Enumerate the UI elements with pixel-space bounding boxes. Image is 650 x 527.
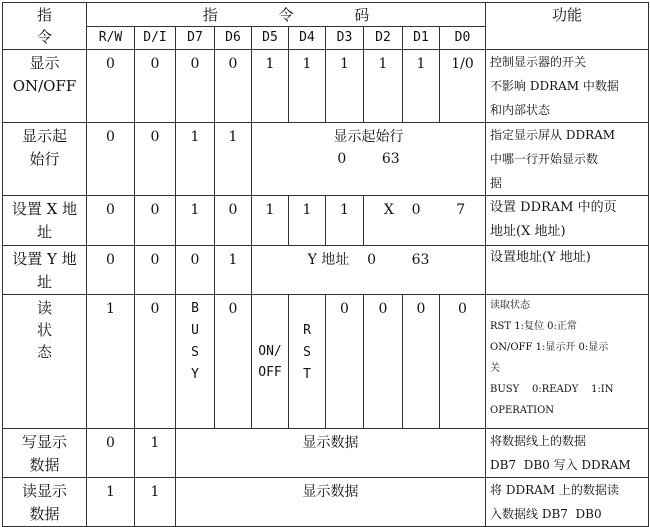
bit-cell: 0 [403, 295, 440, 429]
bit-cell: 1 [289, 50, 326, 123]
function-line: 将数据线上的数据 [490, 434, 587, 448]
name-read-data-line1: 读显示 [21, 482, 67, 500]
bit-cell: 0 [87, 196, 135, 246]
bit-cell: 0 [135, 123, 176, 196]
bit-cell: 0 [87, 50, 135, 123]
onoff-line2: OFF [258, 365, 282, 380]
bit-cell: 1 [176, 196, 215, 246]
merged-y-address-cell [252, 246, 486, 295]
name-read-data [3, 478, 87, 527]
function-line: 不影响 DDRAM 中数据 [490, 79, 619, 93]
merged-x-address-cell [364, 196, 486, 246]
header-code-char-2: 令 [278, 5, 294, 24]
bit-cell: 1 [252, 50, 289, 123]
merged-start-line-label: 显示起始行 [333, 129, 404, 145]
row-set-y [3, 246, 649, 295]
bit-cell: 1 [326, 196, 364, 246]
name-display-onoff-line2: ON/OFF [12, 77, 77, 95]
function-line: 和内部状态 [490, 103, 551, 117]
range-from: 0 [411, 202, 421, 218]
name-set-y-line1: 设置 Y 地 [12, 250, 77, 268]
header-bit-d1: D1 [403, 27, 440, 50]
bit-cell: 0 [87, 429, 135, 478]
function-line: 入数据线 DB7 DB0 [490, 507, 602, 521]
range-from: 0 [367, 252, 376, 268]
bit-cell: 1 [176, 123, 215, 196]
header-instruction-line1: 指 [36, 6, 52, 24]
merged-read-data-cell: 显示数据 [176, 478, 486, 527]
busy-bit-cell [176, 295, 215, 429]
header-bit-d3: D3 [326, 27, 364, 50]
bit-cell: 0 [326, 295, 364, 429]
header-function-cell [486, 3, 649, 50]
rst-bit-cell [289, 295, 326, 429]
rst-char: R [303, 323, 311, 338]
function-line: DB7 DB0 写入 DDRAM [490, 458, 631, 472]
name-display-onoff-line1: 显示 [29, 54, 60, 72]
busy-char: U [191, 323, 199, 338]
bit-cell: 0 [87, 123, 135, 196]
bit-cell: 1 [87, 478, 135, 527]
name-set-x-line1: 设置 X 地 [11, 200, 78, 218]
range-to: 63 [381, 151, 400, 167]
rst-char: T [303, 367, 311, 382]
function-read-status [486, 295, 649, 429]
bit-cell: 1 [135, 429, 176, 478]
bit-cell: 1 [289, 196, 326, 246]
name-char: 读 [36, 299, 52, 317]
bit-cell: 0 [215, 196, 252, 246]
function-set-x [486, 196, 649, 246]
name-write-data-line1: 写显示 [21, 433, 67, 451]
bit-cell: 1 [135, 478, 176, 527]
function-display-onoff [486, 50, 649, 123]
name-start-line-line2: 始行 [29, 150, 60, 168]
bit-cell: 1 [326, 50, 364, 123]
header-bit-d0: D0 [440, 27, 486, 50]
bit-cell: 1 [87, 295, 135, 429]
function-line: RST 1:复位 0:正常 [490, 321, 577, 332]
function-line: OPERATION [490, 405, 555, 416]
bit-cell: 1 [403, 50, 440, 123]
start-line-range [252, 148, 485, 170]
header-bit-d7: D7 [176, 27, 215, 50]
bit-cell: 0 [364, 295, 403, 429]
onoff-bit-cell [252, 295, 289, 429]
function-read-data [486, 478, 649, 527]
row-read-status [3, 295, 649, 429]
header-bit-rw: R/W [87, 27, 135, 50]
header-bit-d5: D5 [252, 27, 289, 50]
function-line: 设置地址(Y 地址) [490, 250, 591, 265]
name-start-line [3, 123, 87, 196]
name-set-x [3, 196, 87, 246]
function-line: 指定显示屏从 DDRAM [490, 128, 616, 142]
header-bit-d6: D6 [215, 27, 252, 50]
header-code-char-3: 码 [354, 5, 370, 24]
header-function-label: 功能 [552, 6, 583, 24]
row-display-onoff [3, 50, 649, 123]
busy-char: Y [191, 367, 199, 382]
function-start-line [486, 123, 649, 196]
name-char: 状 [36, 321, 52, 339]
name-set-y [3, 246, 87, 295]
name-write-data [3, 429, 87, 478]
header-code-char-1: 指 [202, 5, 218, 24]
y-address-label: Y 地址 [307, 252, 350, 268]
range-to: 63 [411, 252, 430, 268]
bit-cell: 1 [215, 246, 252, 295]
name-display-onoff [3, 50, 87, 123]
header-code-title [87, 3, 486, 27]
name-set-x-line2: 址 [36, 223, 52, 241]
busy-char: S [191, 345, 199, 360]
busy-char: B [191, 301, 199, 316]
name-set-y-line2: 址 [36, 273, 52, 291]
bit-cell: 0 [176, 50, 215, 123]
name-read-status [3, 295, 87, 429]
name-read-data-line2: 数据 [29, 505, 60, 523]
header-instruction-cell [3, 3, 87, 50]
bit-cell: 1 [364, 50, 403, 123]
header-row-1 [3, 3, 649, 27]
function-line: 地址(X 地址) [490, 224, 566, 239]
function-line: BUSY 0:READY 1:IN [490, 384, 614, 395]
lcd-instruction-table [2, 2, 649, 527]
header-bit-di: D/I [135, 27, 176, 50]
bit-cell: 0 [215, 295, 252, 429]
function-line: 设置 DDRAM 中的页 [490, 200, 617, 215]
bit-cell: 0 [135, 295, 176, 429]
row-set-x [3, 196, 649, 246]
function-line: 控制显示器的开关 [490, 55, 587, 69]
name-write-data-line2: 数据 [29, 456, 60, 474]
name-start-line-line1: 显示起 [21, 127, 67, 145]
onoff-line1: ON/ [258, 344, 282, 359]
bit-cell: 0 [176, 246, 215, 295]
bit-cell: 0 [135, 50, 176, 123]
merged-start-line-cell [252, 123, 486, 196]
function-line: 将 DDRAM 上的数据读 [490, 483, 619, 497]
x-address-label: X [383, 202, 394, 218]
header-instruction-line2: 令 [36, 28, 52, 46]
rst-char: S [303, 345, 311, 360]
bit-cell: 1 [252, 196, 289, 246]
row-start-line [3, 123, 649, 196]
bit-cell: 0 [440, 295, 486, 429]
row-read-data [3, 478, 649, 527]
bit-cell: 0 [215, 50, 252, 123]
row-write-data [3, 429, 649, 478]
bit-cell: 1/0 [440, 50, 486, 123]
function-line: 关 [490, 363, 501, 374]
merged-write-data-cell: 显示数据 [176, 429, 486, 478]
function-set-y [486, 246, 649, 295]
bit-cell: 0 [135, 196, 176, 246]
function-line: 据 [490, 176, 503, 190]
bit-cell: 0 [135, 246, 176, 295]
header-bit-d2: D2 [364, 27, 403, 50]
bit-cell: 1 [215, 123, 252, 196]
bit-cell: 0 [87, 246, 135, 295]
header-bit-d4: D4 [289, 27, 326, 50]
function-line: 中哪一行开始显示数 [490, 152, 599, 166]
function-line: ON/OFF 1:显示开 0:显示 [490, 342, 609, 353]
instruction-table-container [2, 2, 649, 527]
range-to: 7 [456, 202, 466, 218]
function-write-data [486, 429, 649, 478]
function-line: 读取状态 [490, 300, 531, 311]
range-from: 0 [337, 151, 347, 167]
name-char: 态 [36, 343, 52, 361]
